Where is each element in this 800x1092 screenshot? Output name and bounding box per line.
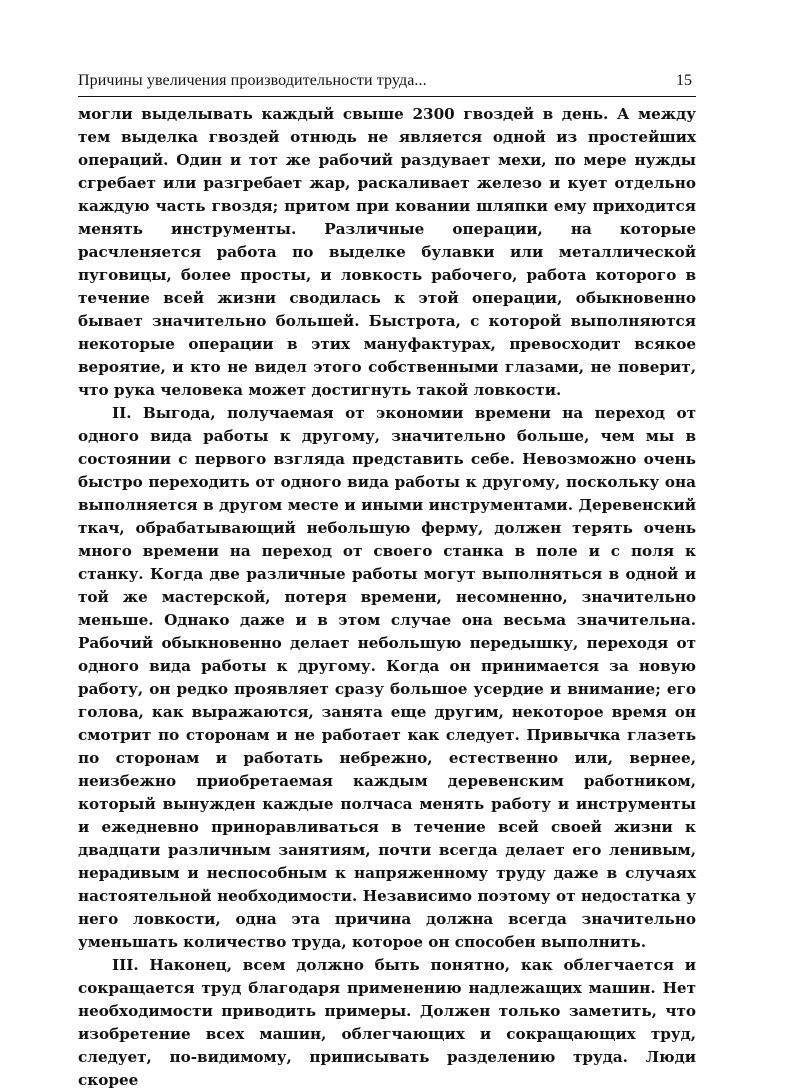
paragraph-section-ii: II. Выгода, получаемая от экономии времени на переход от одного вида работы к другому, значительно больше, чем мы в состоянии с первого взгляда представить себе. Невозможно очень быстро переходить от одного вида работы к другому, поскольку она выполняется в другом месте и иными инструментами. Деревенский ткач, обрабатывающий небольшую ферму, должен терять очень много времени на переход от своего станка в поле и с поля к станку. Когда две различные работы могут выполняться в одной и той же мастерской, потеря времени, несомненно, значительно меньше. Однако даже и в этом случае она весьма значительна. Рабочий обыкновенно делает небольшую передышку, переходя от одного вида работы к другому. Когда он принимается за новую работу, он редко проявляет сразу большое усердие и внимание; его голова, как выражаются, занята еще другим, некоторое время он смотрит по сторонам и не работает как следует. Привычка глазеть по сторонам и работать небрежно, естественно или, вернее, неизбежно приобретаемая каждым деревенским работником, который вынужден каждые полчаса менять работу и инструменты и ежедневно приноравливаться в течение всей своей жизни к двадцати различным занятиям, почти всегда делает его ленивым, нерадивым и неспособным к напряженному труду даже в случаях настоятельной необходимости. Независимо поэтому от недостатка у него ловкости, одна эта причина должна всегда значительно уменьшать количество труда, которое он способен выполнить. bbox=[78, 404, 696, 951]
running-header bbox=[78, 72, 696, 97]
body-text bbox=[78, 103, 696, 1092]
running-title: Причины увеличения производительности труда... bbox=[78, 72, 427, 89]
paragraph-section-iii: III. Наконец, всем должно быть понятно, как облегчается и сокращается труд благодаря применению надлежащих машин. Нет необходимости приводить примеры. Должен только заметить, что изобретение всех машин, облегчающих и сокращающих труд, следует, по-видимому, приписывать разделению труда. Люди скорее bbox=[78, 956, 696, 1089]
paragraph-continuation: могли выделывать каждый свыше 2300 гвоздей в день. А между тем выделка гвоздей отнюдь не является одной из простейших операций. Один и тот же рабочий раздувает мехи, по мере нужды сгребает или разгребает жар, раскаливает железо и кует отдельно каждую часть гвоздя; притом при ковании шляпки ему приходится менять инструменты. Различные операции, на которые расчленяется работа по выделке булавки или металлической пуговицы, более просты, и ловкость рабочего, работа которого в течение всей жизни сводилась к этой операции, обыкновенно бывает значительно большей. Быстрота, с которой выполняются некоторые операции в этих мануфактурах, превосходит всякое вероятие, и кто не видел этого собственными глазами, не поверит, что рука человека может достигнуть такой ловкости. bbox=[78, 105, 696, 399]
book-page bbox=[78, 72, 696, 1092]
page-number: 15 bbox=[676, 72, 692, 89]
